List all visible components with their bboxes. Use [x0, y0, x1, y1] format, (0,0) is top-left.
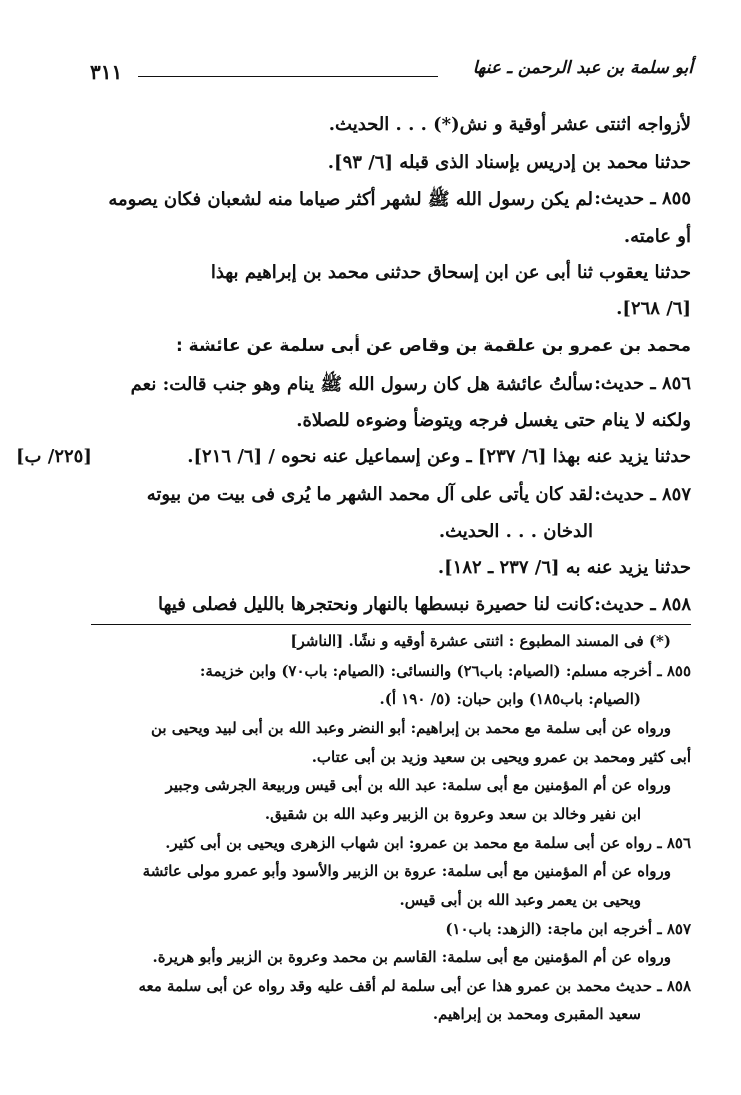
footnote-line-11: ٨٥٧ ـ أخرجه ابن ماجة: (الزهد: باب١٠)	[445, 920, 691, 938]
footnote-separator	[91, 624, 691, 625]
margin-reference: [٢٢٥/ ب]	[16, 446, 92, 467]
footnote-line-9: ورواه عن أم المؤمنين مع أبى سلمة: عروة بن الزبير والأسود وأبو عمرو مولى عائشة	[142, 862, 671, 880]
header-rule	[138, 76, 438, 77]
footnote-line-5: أبى كثير ومحمد بن عمرو ويحيى بن سعيد وزيد بن أبى عتاب.	[311, 748, 691, 766]
footnote-line-6: ورواه عن أم المؤمنين مع أبى سلمة: عبد الله بن أبى قيس وربيعة الجرشى وجبير	[165, 776, 671, 794]
body-line-1: لأزواجه اثنتى عشر أوقية و نش(*) . . . الحديث.	[328, 114, 691, 135]
body-line-6: [٦/ ٢٦٨].	[616, 298, 691, 319]
footnote-line-8: ٨٥٦ ـ رواه عن أبى سلمة مع محمد بن عمرو: ابن شهاب الزهرى ويحيى بن أبى كثير.	[165, 834, 691, 852]
body-line-10: لقد كان يأتى على آل محمد الشهر ما يُرى فى بيت من بيوته	[146, 484, 593, 505]
footnote-line-14: سعيد المقبرى ومحمد بن إبراهيم.	[432, 1005, 641, 1023]
hadith-label-858: ٨٥٨ ـ حديث:	[594, 594, 691, 615]
footnote-line-2: ٨٥٥ ـ أخرجه مسلم: (الصيام: باب٢٦) والنسائى: (الصيام: باب٧٠) وابن خزيمة:	[199, 662, 691, 680]
body-line-12: حدثنا يزيد عنه به [٦/ ٢٣٧ ـ ١٨٢].	[437, 557, 691, 578]
body-line-2: حدثنا محمد بن إدريس بإسناد الذى قبله [٦/ ٩٣].	[327, 152, 691, 173]
body-line-3: لم يكن رسول الله ﷺ لشهر أكثر صياما منه لشعبان فكان يصومه	[108, 189, 593, 210]
footnote-line-13: ٨٥٨ ـ حديث محمد بن عمرو هذا عن أبى سلمة لم أقف عليه وقد رواه عن أبى سلمة معه	[138, 977, 691, 995]
body-line-13: كانت لنا حصيرة نبسطها بالنهار ونحتجرها بالليل فصلى فيها	[157, 594, 593, 615]
body-line-4: أو عامته.	[623, 226, 691, 247]
hadith-label-855: ٨٥٥ ـ حديث:	[594, 188, 691, 209]
hadith-label-857: ٨٥٧ ـ حديث:	[594, 484, 691, 505]
running-title: أبو سلمة بن عبد الرحمن ـ عنها	[472, 58, 693, 78]
page-number: ٣١١	[90, 60, 123, 84]
footnote-line-7: ابن نفير وخالد بن سعد وعروة بن الزبير وعبد الله بن شقيق.	[264, 805, 641, 823]
body-line-5: حدثنا يعقوب ثنا أبى عن ابن إسحاق حدثنى محمد بن إبراهيم بهذا	[210, 262, 691, 283]
body-line-9: حدثنا يزيد عنه بهذا [٦/ ٢٣٧] ـ وعن إسماعيل عنه نحوه / [٦/ ٢١٦].	[187, 446, 691, 467]
footnote-line-12: ورواه عن أم المؤمنين مع أبى سلمة: القاسم بن محمد وعروة بن الزبير وأبو هريرة.	[152, 948, 671, 966]
body-line-11: الدخان . . . الحديث.	[438, 521, 593, 542]
body-line-7: سألتُ عائشة هل كان رسول الله ﷺ ينام وهو جنب قالت: نعم	[130, 374, 593, 395]
hadith-label-856: ٨٥٦ ـ حديث:	[594, 373, 691, 394]
section-heading: محمد بن عمرو بن علقمة بن وقاص عن أبى سلمة عن عائشة :	[175, 336, 691, 356]
footnote-line-1: (*) فى المسند المطبوع : اثنتى عشرة أوقيه و نشًا. [الناشر]	[290, 632, 671, 650]
body-line-8: ولكنه لا ينام حتى يغسل فرجه ويتوضأ وضوءه للصلاة.	[296, 410, 691, 431]
footnote-line-10: ويحيى بن يعمر وعبد الله بن أبى قيس.	[399, 891, 641, 909]
footnote-line-3: (الصيام: باب١٨٥) وابن حبان: (٥/ ١٩٠ أ).	[379, 690, 641, 708]
footnote-line-4: ورواه عن أبى سلمة مع محمد بن إبراهيم: أبو النضر وعبد الله بن أبى لبيد ويحيى بن	[150, 719, 671, 737]
